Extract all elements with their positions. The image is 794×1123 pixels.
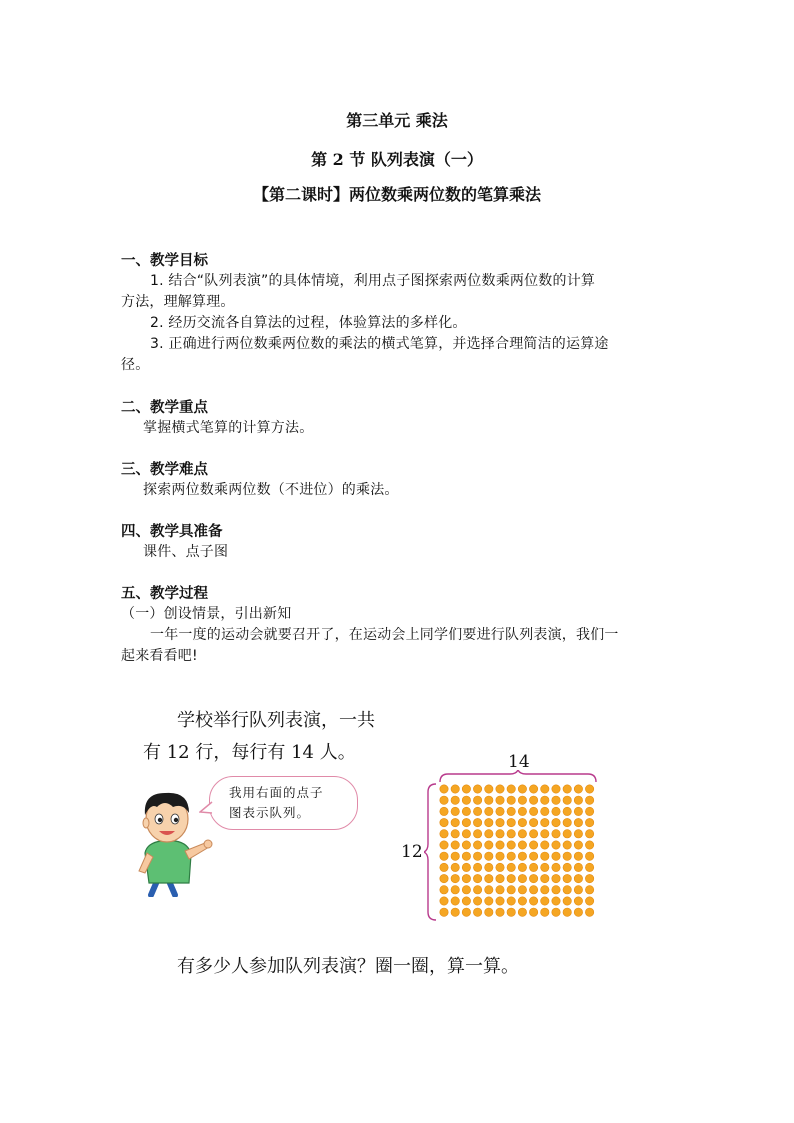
dot xyxy=(473,807,481,815)
dot xyxy=(552,908,560,916)
dot xyxy=(585,886,593,894)
dot xyxy=(440,796,448,804)
dot xyxy=(496,886,504,894)
dot xyxy=(440,785,448,793)
dot xyxy=(473,886,481,894)
dot xyxy=(585,897,593,905)
dot xyxy=(496,785,504,793)
dot xyxy=(541,874,549,882)
objectives-heading: 一、教学目标 xyxy=(121,253,208,269)
dot xyxy=(473,863,481,871)
dot xyxy=(585,796,593,804)
dot xyxy=(585,830,593,838)
dot xyxy=(462,841,470,849)
cols-brace xyxy=(438,770,598,784)
objective-3-line2: 径。 xyxy=(121,357,150,373)
dot xyxy=(574,796,582,804)
dot xyxy=(541,908,549,916)
dot xyxy=(507,841,515,849)
dot xyxy=(529,785,537,793)
dot xyxy=(563,807,571,815)
dot xyxy=(585,818,593,826)
dot xyxy=(563,841,571,849)
dot xyxy=(451,807,459,815)
lesson-title: 【第二课时】两位数乘两位数的笔算乘法 xyxy=(252,185,541,204)
dot xyxy=(552,830,560,838)
dot xyxy=(485,886,493,894)
dot xyxy=(541,863,549,871)
dot xyxy=(518,785,526,793)
dot xyxy=(440,852,448,860)
dot xyxy=(563,874,571,882)
dot xyxy=(440,908,448,916)
dot xyxy=(529,818,537,826)
dot xyxy=(518,863,526,871)
dot xyxy=(541,886,549,894)
question-text: 有多少人参加队列表演？圈一圈，算一算。 xyxy=(177,956,519,977)
dot xyxy=(529,796,537,804)
dot xyxy=(462,897,470,905)
dot xyxy=(485,796,493,804)
dot xyxy=(440,897,448,905)
dot xyxy=(507,874,515,882)
dot xyxy=(496,830,504,838)
dot xyxy=(485,874,493,882)
dot xyxy=(462,852,470,860)
dot xyxy=(552,841,560,849)
dot xyxy=(541,818,549,826)
dot xyxy=(574,874,582,882)
key-points-heading: 二、教学重点 xyxy=(121,400,208,416)
dot xyxy=(473,908,481,916)
bubble-line2: 图表示队列。 xyxy=(229,805,311,820)
dot xyxy=(529,852,537,860)
dot xyxy=(496,796,504,804)
dot xyxy=(552,874,560,882)
dot xyxy=(462,908,470,916)
dot xyxy=(574,785,582,793)
dot xyxy=(473,785,481,793)
dot xyxy=(507,897,515,905)
dot xyxy=(507,785,515,793)
dot xyxy=(440,818,448,826)
dot xyxy=(507,796,515,804)
dot xyxy=(496,863,504,871)
dot xyxy=(473,796,481,804)
dot xyxy=(541,807,549,815)
dot xyxy=(552,807,560,815)
dot xyxy=(563,785,571,793)
dot xyxy=(529,908,537,916)
rows-label: 12 xyxy=(401,842,423,862)
dot xyxy=(440,807,448,815)
dot xyxy=(529,886,537,894)
dot xyxy=(462,874,470,882)
dot xyxy=(529,874,537,882)
dot xyxy=(529,897,537,905)
objective-1-line1: 1. 结合“队列表演”的具体情境，利用点子图探索两位数乘两位数的计算 xyxy=(150,273,596,289)
dot xyxy=(552,796,560,804)
dot xyxy=(451,863,459,871)
objective-1-line2: 方法，理解算理。 xyxy=(121,294,235,310)
dot xyxy=(518,796,526,804)
dot xyxy=(541,852,549,860)
difficulties-heading: 三、教学难点 xyxy=(121,462,208,478)
dot xyxy=(485,852,493,860)
dot xyxy=(485,818,493,826)
dot xyxy=(574,830,582,838)
dot xyxy=(496,841,504,849)
dot xyxy=(529,807,537,815)
dot xyxy=(541,830,549,838)
dot xyxy=(451,852,459,860)
dot xyxy=(485,830,493,838)
dot xyxy=(440,863,448,871)
dot xyxy=(451,796,459,804)
dot xyxy=(451,818,459,826)
process-para-line2: 起来看看吧! xyxy=(121,648,198,664)
dot xyxy=(473,830,481,838)
dot xyxy=(518,874,526,882)
story-line2: 有 12 行，每行有 14 人。 xyxy=(143,742,356,763)
dot xyxy=(451,830,459,838)
dot xyxy=(485,908,493,916)
dot xyxy=(541,785,549,793)
dot xyxy=(529,863,537,871)
dot xyxy=(574,841,582,849)
dot xyxy=(529,841,537,849)
dot xyxy=(574,863,582,871)
dot xyxy=(518,841,526,849)
dot xyxy=(552,818,560,826)
dot xyxy=(462,796,470,804)
rows-brace xyxy=(424,782,438,922)
dot xyxy=(485,807,493,815)
dot xyxy=(462,830,470,838)
dot xyxy=(518,897,526,905)
dot xyxy=(563,852,571,860)
dot xyxy=(440,874,448,882)
dot xyxy=(485,897,493,905)
dot xyxy=(585,841,593,849)
section-title: 第 2 节 队列表演（一） xyxy=(311,150,483,169)
dot xyxy=(518,908,526,916)
dot xyxy=(462,886,470,894)
dot xyxy=(585,785,593,793)
dot xyxy=(563,886,571,894)
cols-label: 14 xyxy=(508,752,530,772)
dot xyxy=(473,897,481,905)
dot xyxy=(507,818,515,826)
dot xyxy=(473,818,481,826)
dot-array xyxy=(438,783,600,923)
dot xyxy=(541,841,549,849)
dot xyxy=(574,908,582,916)
dot xyxy=(462,863,470,871)
dot xyxy=(496,908,504,916)
dot xyxy=(496,818,504,826)
dot xyxy=(563,863,571,871)
difficulties-text: 探索两位数乘两位数（不进位）的乘法。 xyxy=(143,482,399,498)
dot xyxy=(541,796,549,804)
dot xyxy=(552,852,560,860)
story-line1: 学校举行队列表演，一共 xyxy=(177,710,375,731)
dot xyxy=(451,897,459,905)
dot xyxy=(563,796,571,804)
key-points-text: 掌握横式笔算的计算方法。 xyxy=(143,420,314,436)
dot xyxy=(440,886,448,894)
dot xyxy=(552,897,560,905)
process-para-line1: 一年一度的运动会就要召开了，在运动会上同学们要进行队列表演，我们一 xyxy=(150,627,619,643)
dot xyxy=(541,897,549,905)
dot xyxy=(574,818,582,826)
dot xyxy=(485,863,493,871)
process-heading: 五、教学过程 xyxy=(121,586,208,602)
dot xyxy=(440,841,448,849)
dot xyxy=(552,785,560,793)
dot xyxy=(440,830,448,838)
process-sub1: （一）创设情景，引出新知 xyxy=(121,606,292,622)
bubble-line1: 我用右面的点子 xyxy=(229,785,324,800)
dot xyxy=(507,830,515,838)
dot xyxy=(473,852,481,860)
dot xyxy=(585,807,593,815)
objective-2: 2. 经历交流各自算法的过程，体验算法的多样化。 xyxy=(150,315,467,331)
dot xyxy=(552,863,560,871)
dot xyxy=(574,897,582,905)
materials-heading: 四、教学具准备 xyxy=(121,524,223,540)
dot xyxy=(585,908,593,916)
dot xyxy=(552,886,560,894)
dot xyxy=(518,852,526,860)
dot xyxy=(485,841,493,849)
dot xyxy=(507,807,515,815)
dot xyxy=(585,874,593,882)
dot xyxy=(451,841,459,849)
unit-title: 第三单元 乘法 xyxy=(346,111,448,130)
dot xyxy=(451,874,459,882)
dot xyxy=(496,852,504,860)
dot xyxy=(496,897,504,905)
dot xyxy=(462,818,470,826)
dot xyxy=(507,863,515,871)
objective-3-line1: 3. 正确进行两位数乘两位数的乘法的横式笔算，并选择合理简洁的运算途 xyxy=(150,336,609,352)
dot xyxy=(529,830,537,838)
dot xyxy=(451,908,459,916)
dot xyxy=(518,807,526,815)
dot xyxy=(518,830,526,838)
dot xyxy=(496,807,504,815)
dot xyxy=(507,886,515,894)
dot xyxy=(585,863,593,871)
materials-text: 课件、点子图 xyxy=(143,544,229,560)
dot xyxy=(518,818,526,826)
dot xyxy=(496,874,504,882)
dot xyxy=(451,785,459,793)
speech-bubble-tail xyxy=(199,800,213,816)
dot xyxy=(563,818,571,826)
dot xyxy=(585,852,593,860)
dot xyxy=(485,785,493,793)
dot xyxy=(563,830,571,838)
dot xyxy=(574,852,582,860)
dot xyxy=(518,886,526,894)
dot xyxy=(563,908,571,916)
dot xyxy=(473,841,481,849)
dot xyxy=(574,886,582,894)
dot xyxy=(507,908,515,916)
dot xyxy=(563,897,571,905)
dot xyxy=(462,807,470,815)
speech-bubble-text xyxy=(229,783,351,823)
dot xyxy=(451,886,459,894)
dot xyxy=(574,807,582,815)
dot xyxy=(473,874,481,882)
dot xyxy=(462,785,470,793)
dot xyxy=(507,852,515,860)
